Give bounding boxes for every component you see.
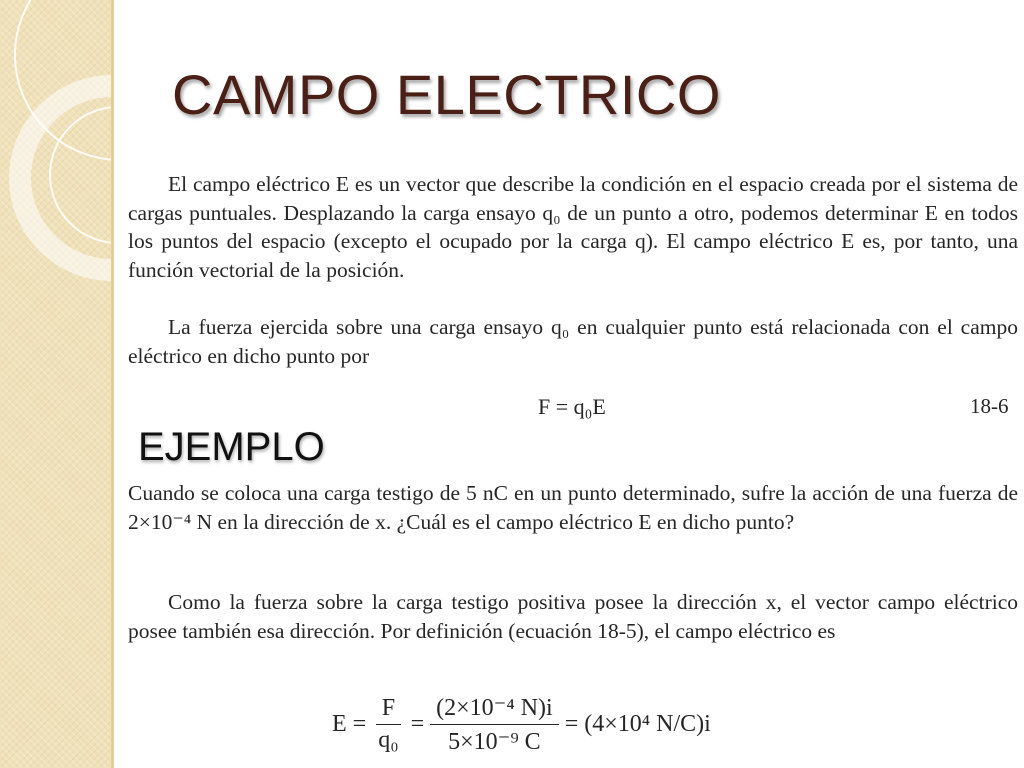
electric-field-equation	[332, 688, 711, 760]
definition-paragraph-2: La fuerza ejercida sobre una carga ensayo q₀ en cualquier punto está relacionada con el campo eléctrico en dicho punto por	[128, 315, 1018, 368]
example-heading: EJEMPLO	[138, 425, 325, 469]
fraction-1-denominator: q₀	[378, 726, 399, 753]
equation-number: 18-6	[970, 394, 1009, 418]
force-formula: F = q₀E	[538, 394, 606, 419]
equation-lhs: E =	[332, 710, 367, 737]
fraction-values	[430, 693, 559, 756]
equation-equals: =	[410, 710, 425, 737]
definition-paragraph-1: El campo eléctrico E es un vector que describe la condición en el espacio creada por el sistema de cargas puntuales. Desplazando la carga ensayo q₀ de un punto a otro, podemos determinar E en todos los puntos del espacio (excepto el ocupado por la carga q). El campo eléctrico E es, por tanto, una función vectorial de la posición.	[128, 172, 1018, 282]
slide-title: CAMPO ELECTRICO	[172, 63, 721, 126]
example-problem: Cuando se coloca una carga testigo de 5 nC en un punto determinado, sufre la acción de una fuerza de 2×10⁻⁴ N en la dirección de x. ¿Cuál es el campo eléctrico E en dicho punto?	[128, 481, 1018, 534]
fraction-2-denominator: 5×10⁻⁹ C	[448, 728, 541, 755]
decorative-side-strip	[0, 0, 114, 768]
fraction-1-numerator: F	[376, 695, 401, 725]
strip-edge	[111, 0, 114, 768]
fraction-f-over-q0	[372, 695, 404, 754]
equation-result: = (4×10⁴ N/C)i	[564, 710, 711, 737]
decorative-circles	[0, 0, 114, 768]
example-solution: Como la fuerza sobre la carga testigo positiva posee la dirección x, el vector campo eléctrico posee también esa dirección. Por definición (ecuación 18-5), el campo eléctrico es	[128, 590, 1018, 643]
fraction-2-numerator: (2×10⁻⁴ N)i	[430, 693, 559, 725]
